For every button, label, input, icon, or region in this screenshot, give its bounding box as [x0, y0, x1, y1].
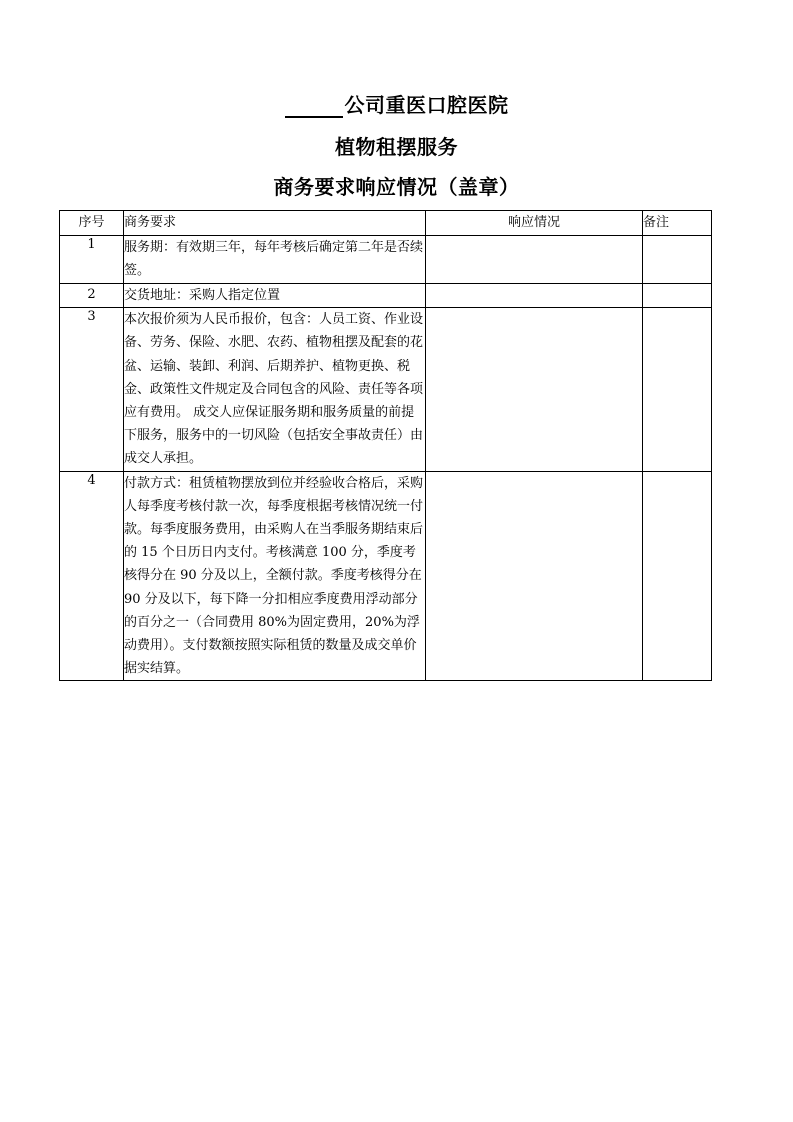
response-cell[interactable]	[426, 236, 643, 284]
requirement-cell: 付款方式：租赁植物摆放到位并经验收合格后，采购人每季度考核付款一次，每季度根据考核情况统一付款。每季度服务费用，由采购人在当季服务期结束后的 15 个日历日内支付。考核满意 100 分，季度考核得分在 90 分及以上，全额付款。季度考核得分在 90 分及以下，每下降一分扣相应季度费用浮动部分的百分之一（合同费用 80%为固定费用，20%为浮动费用）。支付数额按照实际租赁的数量及成交单价据实结算。	[124, 471, 426, 681]
title-company-text: 公司重医口腔医院	[344, 93, 509, 117]
response-cell[interactable]	[426, 284, 643, 308]
column-header-requirement: 商务要求	[124, 211, 426, 236]
document-title-project: 植物租摆服务	[335, 135, 458, 159]
document-title-section: 商务要求响应情况（盖章）	[273, 175, 520, 199]
document-title-company	[0, 92, 793, 118]
row-number: 4	[60, 471, 124, 681]
table-row	[60, 308, 712, 471]
business-requirements-table	[59, 210, 712, 681]
row-number: 3	[60, 308, 124, 471]
note-cell[interactable]	[643, 284, 712, 308]
table-row	[60, 471, 712, 681]
table-row	[60, 284, 712, 308]
table-header-row	[60, 211, 712, 236]
response-cell[interactable]	[426, 471, 643, 681]
row-number: 2	[60, 284, 124, 308]
column-header-no: 序号	[60, 211, 124, 236]
requirement-cell: 交货地址：采购人指定位置	[124, 284, 426, 308]
table-row	[60, 236, 712, 284]
row-number: 1	[60, 236, 124, 284]
requirement-cell: 本次报价须为人民币报价，包含：人员工资、作业设备、劳务、保险、水肥、农药、植物租摆及配套的花盆、运输、装卸、利润、后期养护、植物更换、税金、政策性文件规定及合同包含的风险、责任等各项应有费用。 成交人应保证服务期和服务质量的前提下服务，服务中的一切风险（包括安全事故责任）由成交人承担。	[124, 308, 426, 471]
column-header-response: 响应情况	[426, 211, 643, 236]
note-cell[interactable]	[643, 236, 712, 284]
response-cell[interactable]	[426, 308, 643, 471]
requirement-cell: 服务期：有效期三年，每年考核后确定第二年是否续签。	[124, 236, 426, 284]
fill-in-blank-line	[285, 116, 343, 118]
note-cell[interactable]	[643, 471, 712, 681]
column-header-note: 备注	[643, 211, 712, 236]
note-cell[interactable]	[643, 308, 712, 471]
